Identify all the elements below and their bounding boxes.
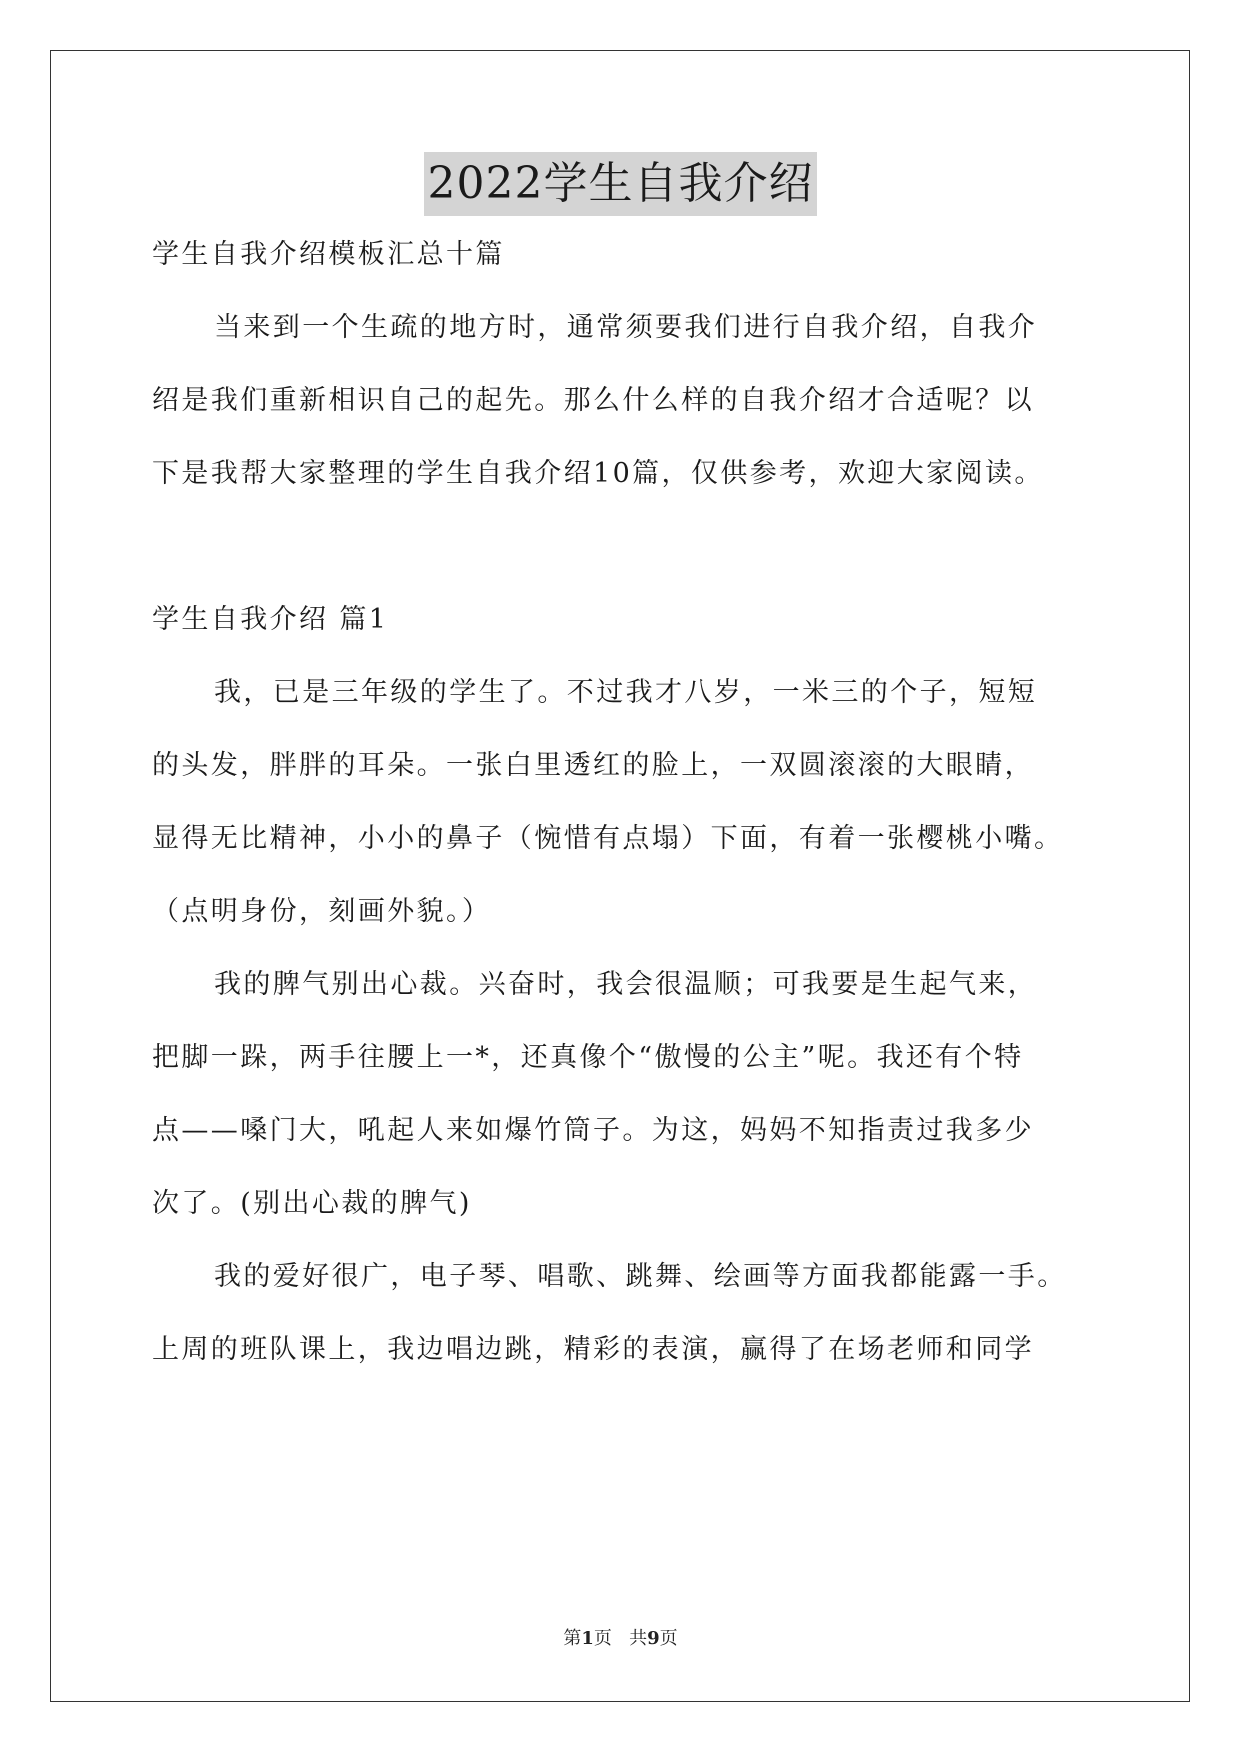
paragraph-line: 的头发，胖胖的耳朵。一张白里透红的脸上，一双圆滚滚的大眼睛，: [152, 750, 1034, 781]
paragraph-line: 次了。(别出心裁的脾气): [152, 1188, 472, 1219]
page-footer: [0, 1624, 1241, 1650]
paragraph-line: 我的脾气别出心裁。兴奋时，我会很温顺；可我要是生起气来，: [214, 969, 1038, 1000]
footer-middle: 页 共: [593, 1628, 648, 1649]
footer-page-number: 1: [581, 1628, 594, 1649]
paragraph-temper: [152, 966, 1097, 1223]
title-container: [0, 152, 1241, 216]
paragraph-line: 上周的班队课上，我边唱边跳，精彩的表演，赢得了在场老师和同学: [152, 1334, 1034, 1365]
paragraph-line: 把脚一跺，两手往腰上一*，还真像个“傲慢的公主”呢。我还有个特: [152, 1042, 1024, 1073]
footer-suffix: 页: [659, 1628, 678, 1649]
document-title: 2022学生自我介绍: [424, 152, 818, 216]
paragraph-line: 显得无比精神，小小的鼻子（惋惜有点塌）下面，有着一张樱桃小嘴。: [152, 823, 1064, 854]
paragraph-line: （点明身份，刻画外貌。）: [152, 896, 492, 927]
footer-prefix: 第: [563, 1628, 582, 1649]
subtitle: 学生自我介绍模板汇总十篇: [152, 239, 505, 270]
paragraph-line: 我的爱好很广，电子琴、唱歌、跳舞、绘画等方面我都能露一手。: [214, 1261, 1067, 1292]
paragraph-line: 我，已是三年级的学生了。不过我才八岁，一米三的个子，短短: [214, 677, 1038, 708]
intro-line: 下是我帮大家整理的学生自我介绍10篇，仅供参考，欢迎大家阅读。: [152, 458, 1044, 489]
paragraph-line: 点——嗓门大，吼起人来如爆竹筒子。为这，妈妈不知指责过我多少: [152, 1115, 1034, 1146]
paragraph-appearance: [152, 674, 1097, 931]
intro-paragraph: [152, 309, 1097, 493]
intro-line: 绍是我们重新相识自己的起先。那么什么样的自我介绍才合适呢？以: [152, 385, 1034, 416]
section-heading: 学生自我介绍 篇1: [152, 604, 389, 635]
document-body: [152, 236, 1097, 1369]
paragraph-hobbies: [152, 1258, 1097, 1369]
intro-line: 当来到一个生疏的地方时，通常须要我们进行自我介绍，自我介: [214, 312, 1038, 343]
footer-total-pages: 9: [647, 1628, 660, 1649]
